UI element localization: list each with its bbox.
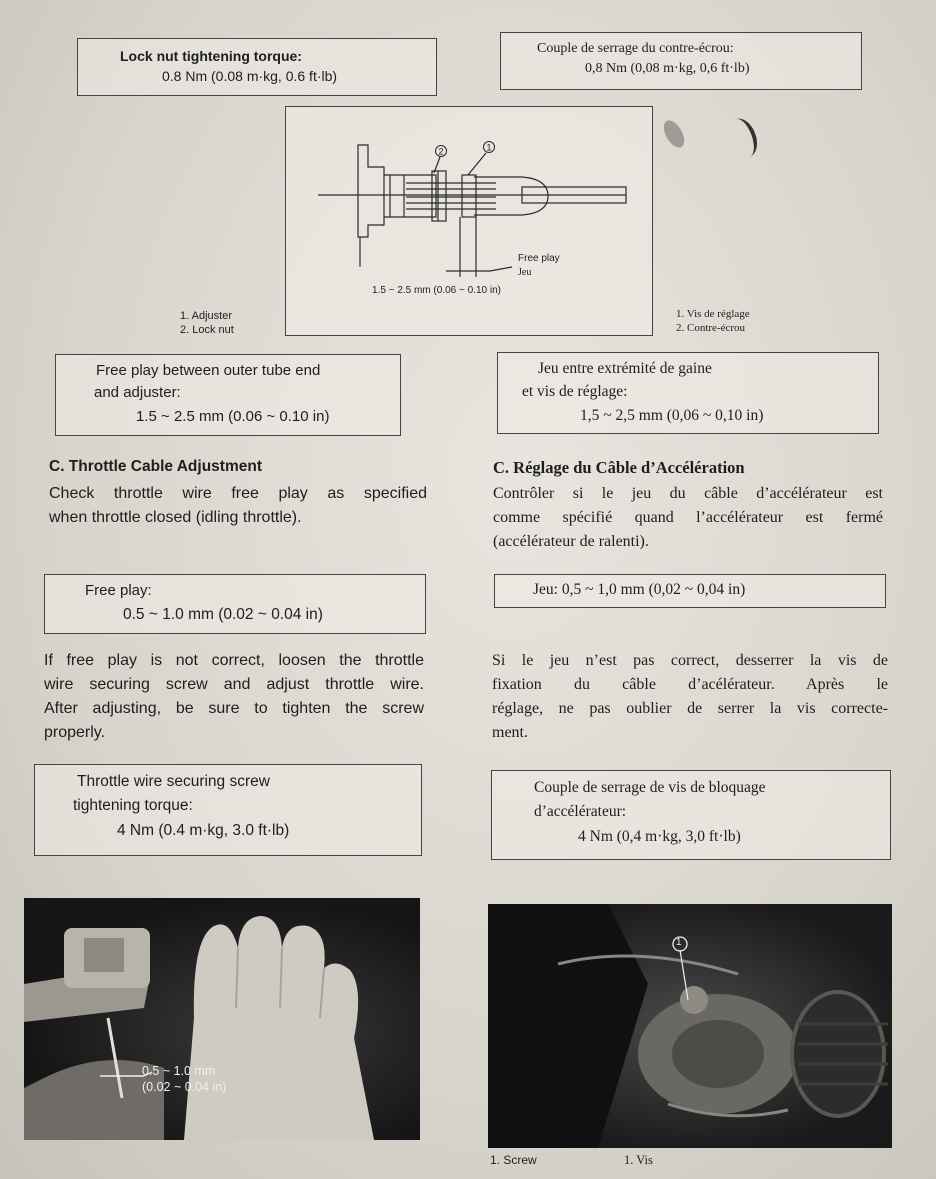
screw-torque-line1-en: Throttle wire securing screw [77, 773, 270, 790]
section-c-body-fr-line3: (accélérateur de ralenti). [493, 533, 649, 550]
outer-free-play-line2-fr: et vis de réglage: [522, 383, 628, 400]
screw-torque-line1-fr: Couple de serrage de vis de bloquage [534, 779, 766, 796]
section-c-body-fr-line2: comme spécifié quand l’accélérateur est fermé [493, 509, 883, 526]
screw-torque-box-fr [491, 770, 891, 860]
photo-left-label-1: 0.5 ~ 1.0 mm [142, 1064, 216, 1078]
outer-free-play-line3-en: 1.5 ~ 2.5 mm (0.06 ~ 0.10 in) [136, 408, 330, 425]
carburetor-photo-art [488, 904, 892, 1148]
adjust-en-line2: wire securing screw and adjust throttle wire. [44, 676, 424, 693]
adjust-fr-line4: ment. [492, 724, 528, 741]
outer-free-play-line1-fr: Jeu entre extrémité de gaine [538, 360, 712, 377]
frame-shape [488, 904, 648, 1148]
throttle-free-play-box-fr [494, 574, 886, 608]
section-c-body-fr-line1: Contrôler si le jeu du câble d’accélérateur est [493, 485, 883, 502]
adjust-en-line1: If free play is not correct, loosen the throttle [44, 652, 424, 669]
screw-torque-line3-en: 4 Nm (0.4 m·kg, 3.0 ft·lb) [117, 822, 290, 839]
throttle-free-play-box-en [44, 574, 426, 634]
adjuster-end-shape [462, 175, 476, 217]
free-play-label-en: Free play [518, 253, 560, 264]
screw-torque-line2-fr: d’accélérateur: [534, 803, 627, 820]
locknut-torque-box-fr [500, 32, 862, 90]
screw-callout-label: 1 [676, 937, 682, 948]
section-c-body-en-line1: Check throttle wire free play as specified [49, 485, 427, 502]
callout-2-label: 2 [438, 146, 444, 157]
air-intake [792, 992, 884, 1116]
outer-free-play-box-en [55, 354, 401, 436]
outer-free-play-line1-en: Free play between outer tube end [96, 362, 321, 379]
free-play-label-fr: Jeu [518, 267, 532, 278]
carburetor-photo-right [488, 904, 892, 1148]
adjust-fr-line2: fixation du câble d’acélérateur. Après le [492, 676, 888, 693]
adjust-en-line4: properly. [44, 724, 106, 741]
callout-1-leader [468, 153, 486, 175]
adjuster-diagram-frame [285, 106, 653, 336]
adjuster-diagram [286, 107, 652, 335]
throttle-free-play-label-en: Free play: [85, 582, 152, 599]
hand-shape [184, 916, 374, 1140]
throttle-photo-left [24, 898, 420, 1140]
section-c-body-en-line2: when throttle closed (idling throttle). [49, 509, 302, 526]
legend-fr-1: 1. Vis de réglage [676, 308, 750, 320]
photo-caption-en: 1. Screw [490, 1153, 537, 1167]
locknut-torque-label-fr: Couple de serrage du contre-écrou: [537, 41, 734, 56]
locknut-torque-label-en: Lock nut tightening torque: [120, 48, 302, 64]
locknut-torque-value-en: 0.8 Nm (0.08 m·kg, 0.6 ft·lb) [162, 68, 338, 84]
outer-free-play-box-fr [497, 352, 879, 434]
adjuster-body [384, 175, 436, 217]
adjust-paragraph-en [44, 649, 424, 745]
locknut-torque-value-fr: 0,8 Nm (0,08 m·kg, 0,6 ft·lb) [585, 61, 750, 76]
screw-torque-box-en [34, 764, 422, 856]
screw-torque-line2-en: tightening torque: [73, 797, 193, 814]
locknut-torque-box-en [77, 38, 437, 96]
section-c-heading-en: C. Throttle Cable Adjustment [49, 458, 262, 475]
outer-free-play-line3-fr: 1,5 ~ 2,5 mm (0,06 ~ 0,10 in) [580, 407, 764, 424]
section-c-body-en [49, 482, 427, 530]
adjust-fr-line3: réglage, ne pas oublier de serrer la vis correcte- [492, 700, 888, 717]
lock-nut-shape [432, 171, 446, 221]
legend-en-2: 2. Lock nut [180, 324, 234, 336]
section-c-heading-fr: C. Réglage du Câble d’Accélération [493, 458, 745, 477]
callout-1-label: 1 [486, 142, 492, 153]
throttle-photo-left-art [24, 898, 420, 1140]
legend-en-1: 1. Adjuster [180, 310, 232, 322]
bracket-shape [358, 145, 384, 237]
legend-fr-2: 2. Contre-écrou [676, 322, 746, 334]
photo-caption-fr: 1. Vis [624, 1153, 653, 1167]
adjust-paragraph-fr [492, 649, 888, 745]
screw-torque-line3-fr: 4 Nm (0,4 m·kg, 3,0 ft·lb) [578, 828, 741, 845]
adjust-fr-line1: Si le jeu n’est pas correct, desserrer la vis de [492, 652, 888, 669]
free-play-range-label: 1.5 ~ 2.5 mm (0.06 ~ 0.10 in) [372, 285, 501, 296]
outer-free-play-line2-en: and adjuster: [94, 384, 181, 401]
throttle-free-play-value-en: 0.5 ~ 1.0 mm (0.02 ~ 0.04 in) [123, 606, 323, 623]
adjust-en-line3: After adjusting, be sure to tighten the screw [44, 700, 424, 717]
throttle-free-play-value-fr: Jeu: 0,5 ~ 1,0 mm (0,02 ~ 0,04 in) [533, 581, 746, 598]
photo-left-label-2: (0.02 ~ 0.04 in) [142, 1080, 227, 1094]
section-c-body-fr [493, 482, 883, 554]
